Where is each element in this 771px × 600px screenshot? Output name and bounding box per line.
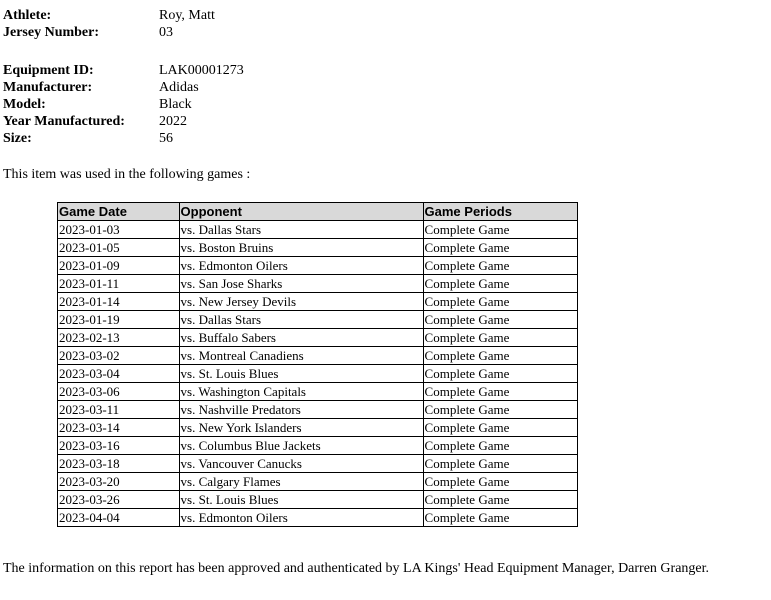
footer-text: The information on this report has been approved and authenticated by LA Kings' Head Equipment Manager, Darren Granger.: [3, 561, 710, 576]
cell-opponent: vs. Nashville Predators: [179, 401, 423, 419]
cell-game-date: 2023-03-26: [58, 491, 180, 509]
jersey-row: [3, 24, 215, 41]
cell-game-date: 2023-03-04: [58, 365, 180, 383]
athlete-label: Athlete:: [3, 8, 52, 23]
table-row: [58, 455, 578, 473]
equipment-id-row: [3, 62, 244, 79]
model-value: Black: [159, 97, 192, 112]
athlete-row: [3, 7, 215, 24]
jersey-value: 03: [159, 25, 173, 40]
intro-text: This item was used in the following games :: [3, 167, 251, 182]
cell-game-periods: Complete Game: [423, 311, 577, 329]
cell-opponent: vs. Dallas Stars: [179, 311, 423, 329]
cell-game-date: 2023-01-11: [58, 275, 180, 293]
cell-opponent: vs. New York Islanders: [179, 419, 423, 437]
table-row: [58, 293, 578, 311]
cell-game-periods: Complete Game: [423, 437, 577, 455]
cell-game-periods: Complete Game: [423, 401, 577, 419]
cell-game-date: 2023-04-04: [58, 509, 180, 527]
cell-game-date: 2023-03-14: [58, 419, 180, 437]
cell-game-periods: Complete Game: [423, 347, 577, 365]
cell-opponent: vs. Washington Capitals: [179, 383, 423, 401]
cell-opponent: vs. Boston Bruins: [179, 239, 423, 257]
cell-game-periods: Complete Game: [423, 275, 577, 293]
cell-game-periods: Complete Game: [423, 365, 577, 383]
table-row: [58, 221, 578, 239]
cell-opponent: vs. Edmonton Oilers: [179, 257, 423, 275]
model-label: Model:: [3, 97, 46, 112]
year-label: Year Manufactured:: [3, 114, 125, 129]
cell-opponent: vs. San Jose Sharks: [179, 275, 423, 293]
cell-opponent: vs. Vancouver Canucks: [179, 455, 423, 473]
cell-game-periods: Complete Game: [423, 221, 577, 239]
cell-opponent: vs. Edmonton Oilers: [179, 509, 423, 527]
table-row: [58, 383, 578, 401]
cell-game-date: 2023-03-20: [58, 473, 180, 491]
size-value: 56: [159, 131, 173, 146]
cell-opponent: vs. Columbus Blue Jackets: [179, 437, 423, 455]
jersey-label: Jersey Number:: [3, 25, 100, 40]
table-row: [58, 257, 578, 275]
cell-game-date: 2023-01-19: [58, 311, 180, 329]
cell-game-periods: Complete Game: [423, 239, 577, 257]
cell-game-date: 2023-03-02: [58, 347, 180, 365]
table-row: [58, 311, 578, 329]
model-row: [3, 96, 244, 113]
table-row: [58, 401, 578, 419]
cell-game-date: 2023-01-03: [58, 221, 180, 239]
cell-opponent: vs. Montreal Canadiens: [179, 347, 423, 365]
games-table-body: [58, 221, 578, 527]
table-row: [58, 275, 578, 293]
cell-game-periods: Complete Game: [423, 293, 577, 311]
athlete-value: Roy, Matt: [159, 8, 215, 23]
cell-game-periods: Complete Game: [423, 329, 577, 347]
equipment-id-label: Equipment ID:: [3, 63, 94, 78]
cell-opponent: vs. New Jersey Devils: [179, 293, 423, 311]
cell-opponent: vs. Buffalo Sabers: [179, 329, 423, 347]
cell-game-date: 2023-01-05: [58, 239, 180, 257]
manufacturer-value: Adidas: [159, 80, 199, 95]
cell-opponent: vs. St. Louis Blues: [179, 491, 423, 509]
cell-opponent: vs. St. Louis Blues: [179, 365, 423, 383]
header-opponent: Opponent: [179, 203, 423, 221]
table-row: [58, 437, 578, 455]
header-game-date: Game Date: [58, 203, 180, 221]
table-row: [58, 329, 578, 347]
cell-game-periods: Complete Game: [423, 455, 577, 473]
table-row: [58, 473, 578, 491]
cell-game-periods: Complete Game: [423, 491, 577, 509]
size-row: [3, 130, 244, 147]
cell-game-date: 2023-03-06: [58, 383, 180, 401]
equipment-info: [3, 62, 244, 147]
cell-game-date: 2023-03-16: [58, 437, 180, 455]
cell-game-periods: Complete Game: [423, 473, 577, 491]
table-row: [58, 347, 578, 365]
year-value: 2022: [159, 114, 187, 129]
cell-game-periods: Complete Game: [423, 509, 577, 527]
cell-game-date: 2023-02-13: [58, 329, 180, 347]
table-row: [58, 509, 578, 527]
size-label: Size:: [3, 131, 32, 146]
equipment-id-value: LAK00001273: [159, 63, 244, 78]
cell-game-date: 2023-01-09: [58, 257, 180, 275]
year-row: [3, 113, 244, 130]
cell-game-periods: Complete Game: [423, 257, 577, 275]
cell-game-date: 2023-03-11: [58, 401, 180, 419]
cell-game-date: 2023-03-18: [58, 455, 180, 473]
manufacturer-row: [3, 79, 244, 96]
manufacturer-label: Manufacturer:: [3, 80, 93, 95]
cell-opponent: vs. Calgary Flames: [179, 473, 423, 491]
table-row: [58, 239, 578, 257]
cell-opponent: vs. Dallas Stars: [179, 221, 423, 239]
cell-game-periods: Complete Game: [423, 383, 577, 401]
header-game-periods: Game Periods: [423, 203, 577, 221]
table-row: [58, 365, 578, 383]
table-row: [58, 491, 578, 509]
table-row: [58, 419, 578, 437]
table-header-row: [58, 203, 578, 221]
cell-game-periods: Complete Game: [423, 419, 577, 437]
athlete-info: [3, 7, 215, 41]
games-table: [57, 202, 578, 527]
cell-game-date: 2023-01-14: [58, 293, 180, 311]
